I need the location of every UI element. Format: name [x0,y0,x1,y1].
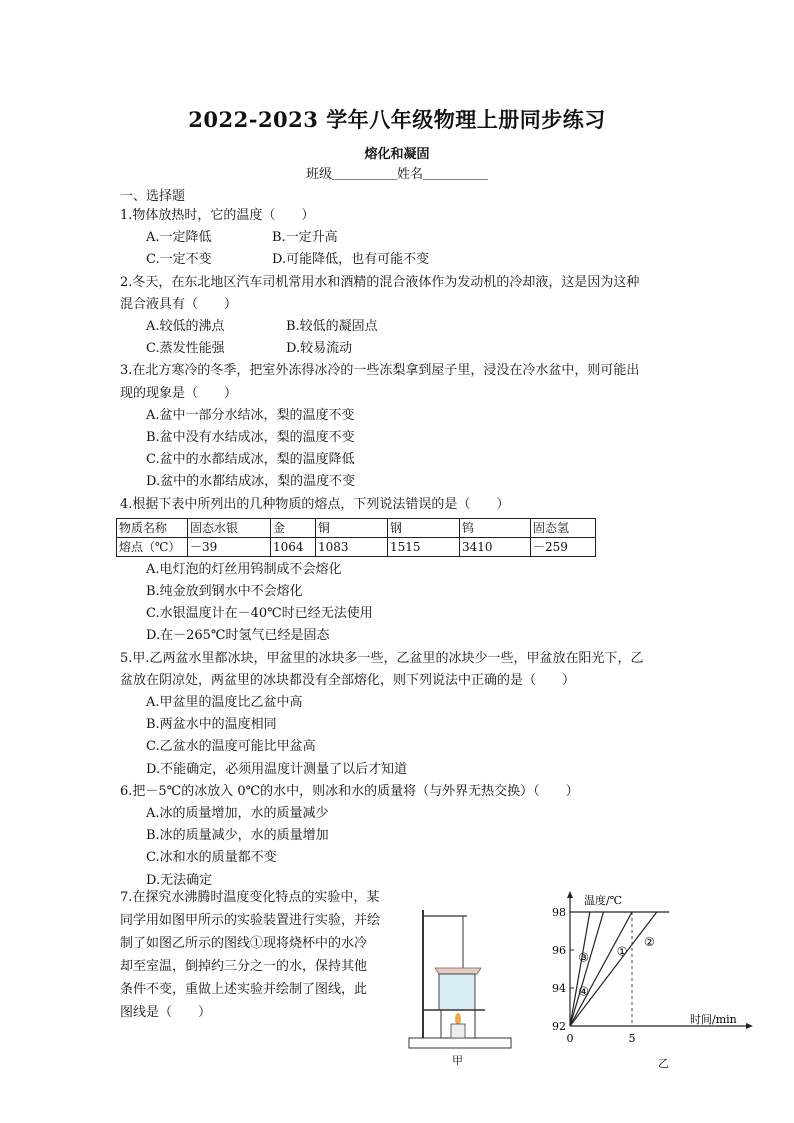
series-label: ① [616,944,628,959]
q3-option-d[interactable]: D.盆中的水都结成冰，梨的温度不变 [146,474,356,490]
y-axis-label: 温度/℃ [584,894,623,907]
series-label: ② [643,935,655,950]
table-cell: 1064 [271,537,316,556]
question-7-line: 图线是（ ） [120,1005,212,1020]
q2-option-b[interactable]: B.较低的凝固点 [286,319,378,335]
q1-option-a[interactable]: A.一定降低 [146,230,212,246]
table-header-cell: 钢 [388,518,460,537]
class-name-line: 班级＿＿＿＿＿姓名＿＿＿＿＿ [305,167,488,182]
q1-option-c[interactable]: C.一定不变 [146,252,212,268]
question-1-stem: 1.物体放热时，它的温度（ ） [120,208,315,223]
question-1-options-row1 [120,227,660,249]
question-1-options-row2 [120,249,660,271]
boiling-apparatus-figure [405,900,515,1060]
q1-option-d[interactable]: D.可能降低，也有可能不变 [272,252,430,268]
q6-option-b[interactable]: B.冰的质量减少，水的质量增加 [146,828,329,844]
beaker [439,974,475,1010]
table-header-cell: 铜 [316,518,388,537]
x-axis-arrow-icon [746,1023,753,1029]
stand-base [409,1038,511,1048]
figure-yi-caption: 乙 [658,1057,669,1070]
q4-option-a[interactable]: A.电灯泡的灯丝用钨制成不会熔化 [146,561,342,577]
melting-point-table [116,518,596,557]
page-subtitle: 熔化和凝固 [364,147,430,162]
y-tick-label: 98 [552,906,566,919]
question-4-stem: 4.根据下表中所列出的几种物质的熔点，下列说法错误的是（ ） [120,496,510,512]
page-title: 2022-2023 学年八年级物理上册同步练习 [188,107,606,132]
x-tick-label: 5 [628,1032,636,1045]
question-2-options-row1 [120,316,660,338]
table-header-cell: 物质名称 [117,518,188,537]
question-7-line: 7.在探究水沸腾时温度变化特点的实验中，某 [120,890,380,905]
x-tick-label: 0 [566,1032,574,1045]
q2-option-d[interactable]: D.较易流动 [286,341,353,357]
series-line-① [570,912,632,1026]
y-tick-label: 94 [552,982,566,995]
question-7-line: 同学用如图甲所示的实验装置进行实验，并绘 [120,913,381,928]
question-7-line: 条件不变，重做上述实验并绘制了图线，此 [120,982,368,997]
question-6-stem: 6.把－5℃的冰放入 0℃的水中，则冰和水的质量将（与外界无热交换）（ ） [120,783,579,799]
q3-option-c[interactable]: C.盆中的水都结成冰，梨的温度降低 [146,452,355,468]
question-2-options-row2 [120,338,660,360]
table-cell: 熔点（℃） [117,537,188,556]
q5-option-d[interactable]: D.不能确定，必须用温度计测量了以后才知道 [146,761,408,777]
question-2-stem-line1: 2.冬天，在东北地区汽车司机常用水和酒精的混合液体作为发动机的冷却液，这是因为这种 [120,274,640,290]
table-header-cell: 钨 [460,518,531,537]
q3-option-a[interactable]: A.盆中一部分水结冰，梨的温度不变 [146,407,355,423]
q6-option-d[interactable]: D.无法确定 [146,872,213,888]
alcohol-lamp [451,1024,465,1038]
q5-option-c[interactable]: C.乙盆水的温度可能比甲盆高 [146,739,316,755]
q3-option-b[interactable]: B.盆中没有水结成冰，梨的温度不变 [146,430,355,446]
q5-option-b[interactable]: B.两盆水中的温度相同 [146,717,277,733]
q4-option-c[interactable]: C.水银温度计在－40℃时已经无法使用 [146,606,373,622]
question-7-stem [120,886,395,1024]
x-axis-label: 时间/min [690,1013,737,1026]
q6-option-a[interactable]: A.冰的质量增加，水的质量减少 [146,806,329,822]
table-cell: 1515 [388,537,460,556]
question-2-stem-line2: 混合液具有（ ） [120,296,238,312]
q5-option-a[interactable]: A.甲盆里的温度比乙盆中高 [146,695,303,711]
question-7-line: 制了如图乙所示的图线①现将烧杯中的水冷 [120,936,368,951]
table-header-row [117,518,596,537]
q4-option-b[interactable]: B.纯金放到钢水中不会熔化 [146,584,303,600]
table-header-cell: 金 [271,518,316,537]
question-3-stem-line2: 现的现象是（ ） [120,385,238,401]
table-header-cell: 固态氢 [531,518,596,537]
y-tick-label: 96 [552,944,566,957]
table-cell: －39 [188,537,271,556]
beaker-lid [435,968,481,974]
table-row [117,537,596,556]
series-line-② [570,912,657,1026]
y-tick-label: 92 [552,1020,566,1033]
y-axis-arrow-icon [567,891,573,898]
table-header-cell: 固态水银 [188,518,271,537]
questions-block [120,205,660,892]
question-5-stem-line2: 盆放在阴凉处，两盆里的冰块都没有全部熔化，则下列说法中正确的是（ ） [120,672,576,688]
q2-option-c[interactable]: C.蒸发性能强 [146,341,225,357]
table-cell: －259 [531,537,596,556]
series-label: ④ [578,984,590,999]
q1-option-b[interactable]: B.一定升高 [272,230,338,246]
q6-option-c[interactable]: C.冰和水的质量都不变 [146,850,277,866]
figure-jia-caption: 甲 [452,1054,463,1067]
flame-icon [455,1013,461,1025]
question-7-line: 却至室温，倒掉约三分之一的水，保持其他 [120,959,368,974]
question-5-stem-line1: 5.甲.乙两盆水里都冰块，甲盆里的冰块多一些，乙盆里的冰块少一些，甲盆放在阳光下，乙 [120,650,644,666]
q4-option-d[interactable]: D.在－265℃时氢气已经是固态 [146,628,330,644]
series-label: ③ [578,950,590,965]
section-heading: 一、选择题 [120,189,186,204]
table-cell: 1083 [316,537,388,556]
table-cell: 3410 [460,537,531,556]
temperature-time-chart [540,886,760,1076]
q2-option-a[interactable]: A.较低的沸点 [146,319,225,335]
question-3-stem-line1: 3.在北方寒冷的冬季，把室外冻得冰冷的一些冻梨拿到屋子里，浸没在冷水盆中，则可能出 [120,363,640,379]
